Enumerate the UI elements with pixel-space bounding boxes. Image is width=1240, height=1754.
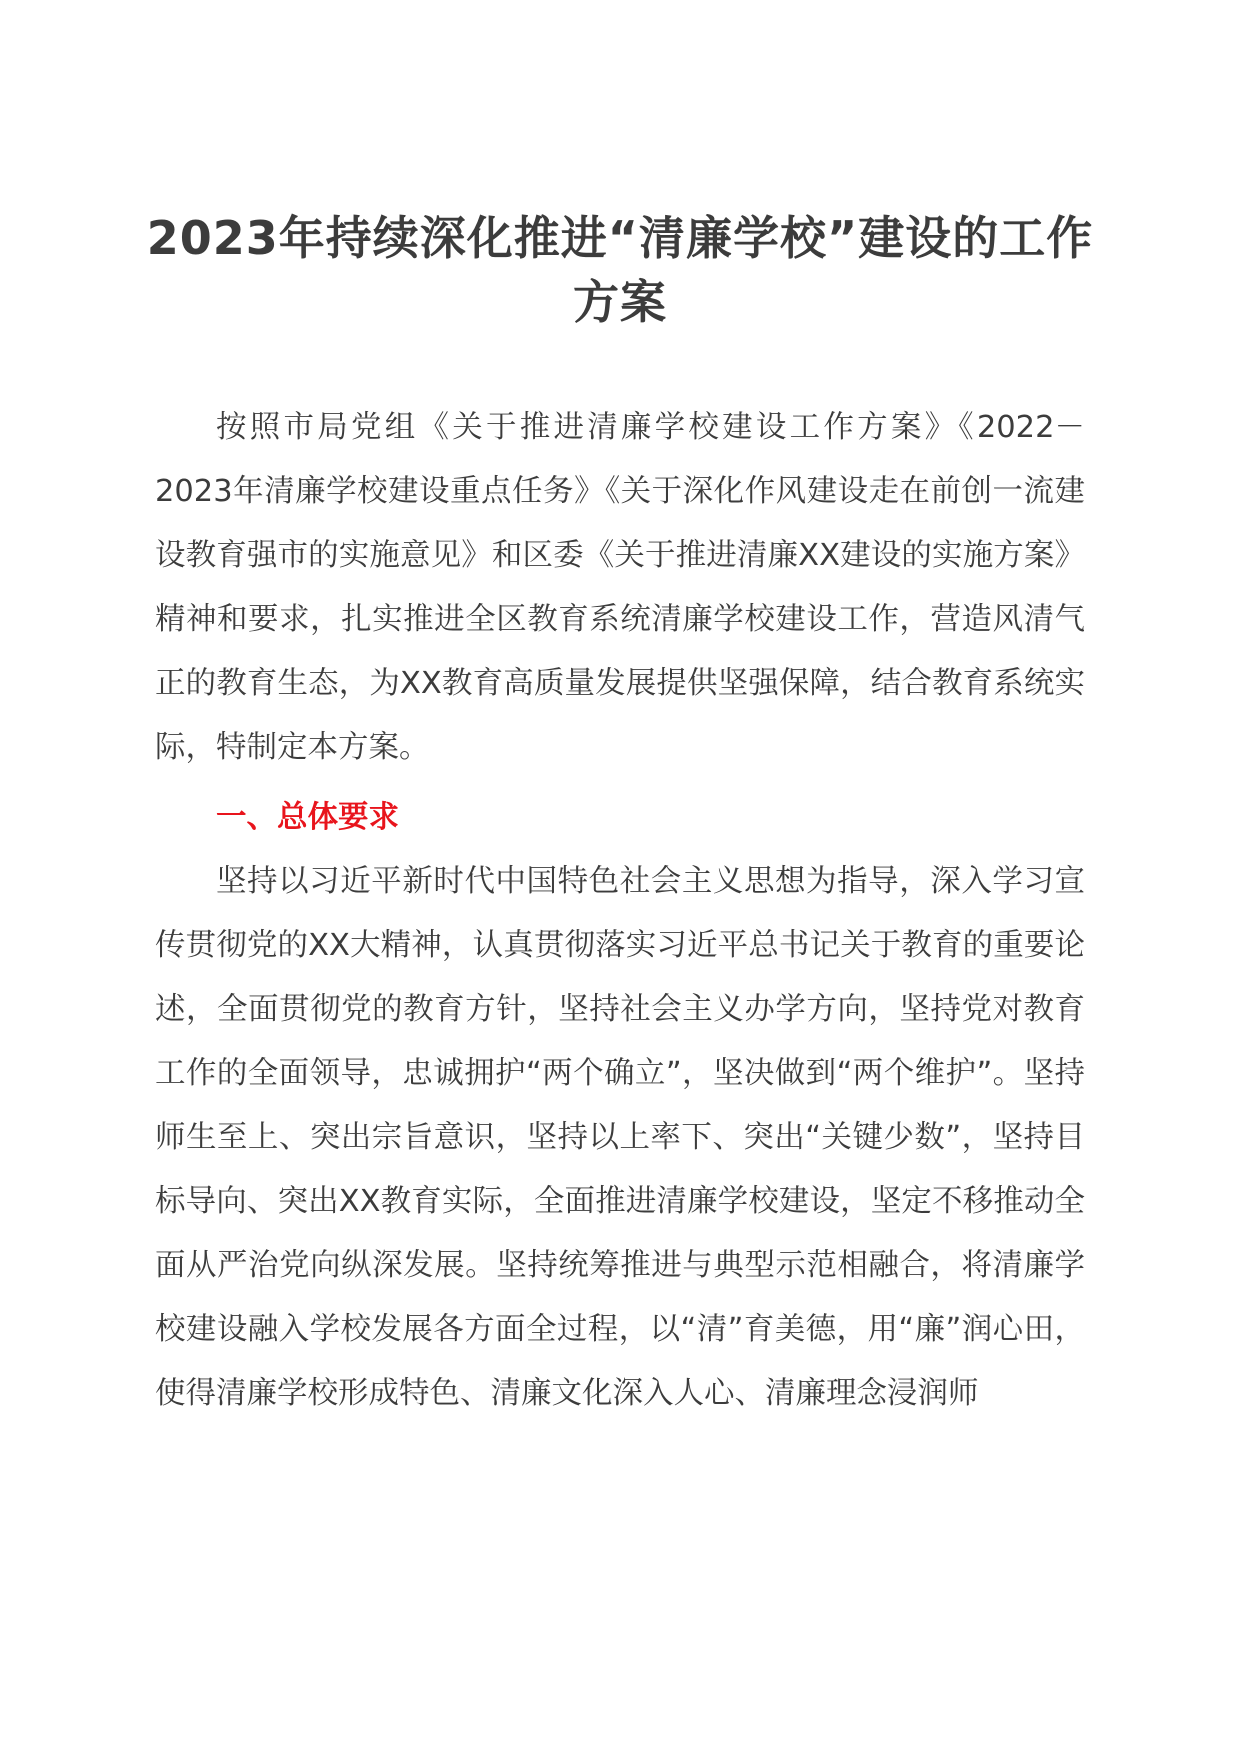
document-title: 2023年持续深化推进“清廉学校”建设的工作方案 (146, 211, 1094, 329)
section-heading: 一、总体要求 (216, 800, 399, 835)
body-paragraph: 坚持以习近平新时代中国特色社会主义思想为指导，深入学习宣传贯彻党的XX大精神，认真贯彻落实习近平总书记关于教育的重要论述，全面贯彻党的教育方针，坚持社会主义办学方向，坚持党对教育工作的全面领导，忠诚拥护“两个确立”，坚决做到“两个维护”。坚持师生至上、突出宗旨意识，坚持以上率下、突出“关键少数”，坚持目标导向、突出XX教育实际，全面推进清廉学校建设，坚定不移推动全面从严治党向纵深发展。坚持统筹推进与典型示范相融合，将清廉学校建设融入学校发展各方面全过程，以“清”育美德，用“廉”润心田，使得清廉学校形成特色、清廉文化深入人心、清廉理念浸润师 (155, 864, 1085, 1411)
intro-paragraph: 按照市局党组《关于推进清廉学校建设工作方案》《2022－2023年清廉学校建设重点任务》《关于深化作风建设走在前创一流建设教育强市的实施意见》和区委《关于推进清廉XX建设的实施方案》精神和要求，扎实推进全区教育系统清廉学校建设工作，营造风清气正的教育生态，为XX教育高质量发展提供坚强保障，结合教育系统实际，特制定本方案。 (155, 410, 1085, 765)
